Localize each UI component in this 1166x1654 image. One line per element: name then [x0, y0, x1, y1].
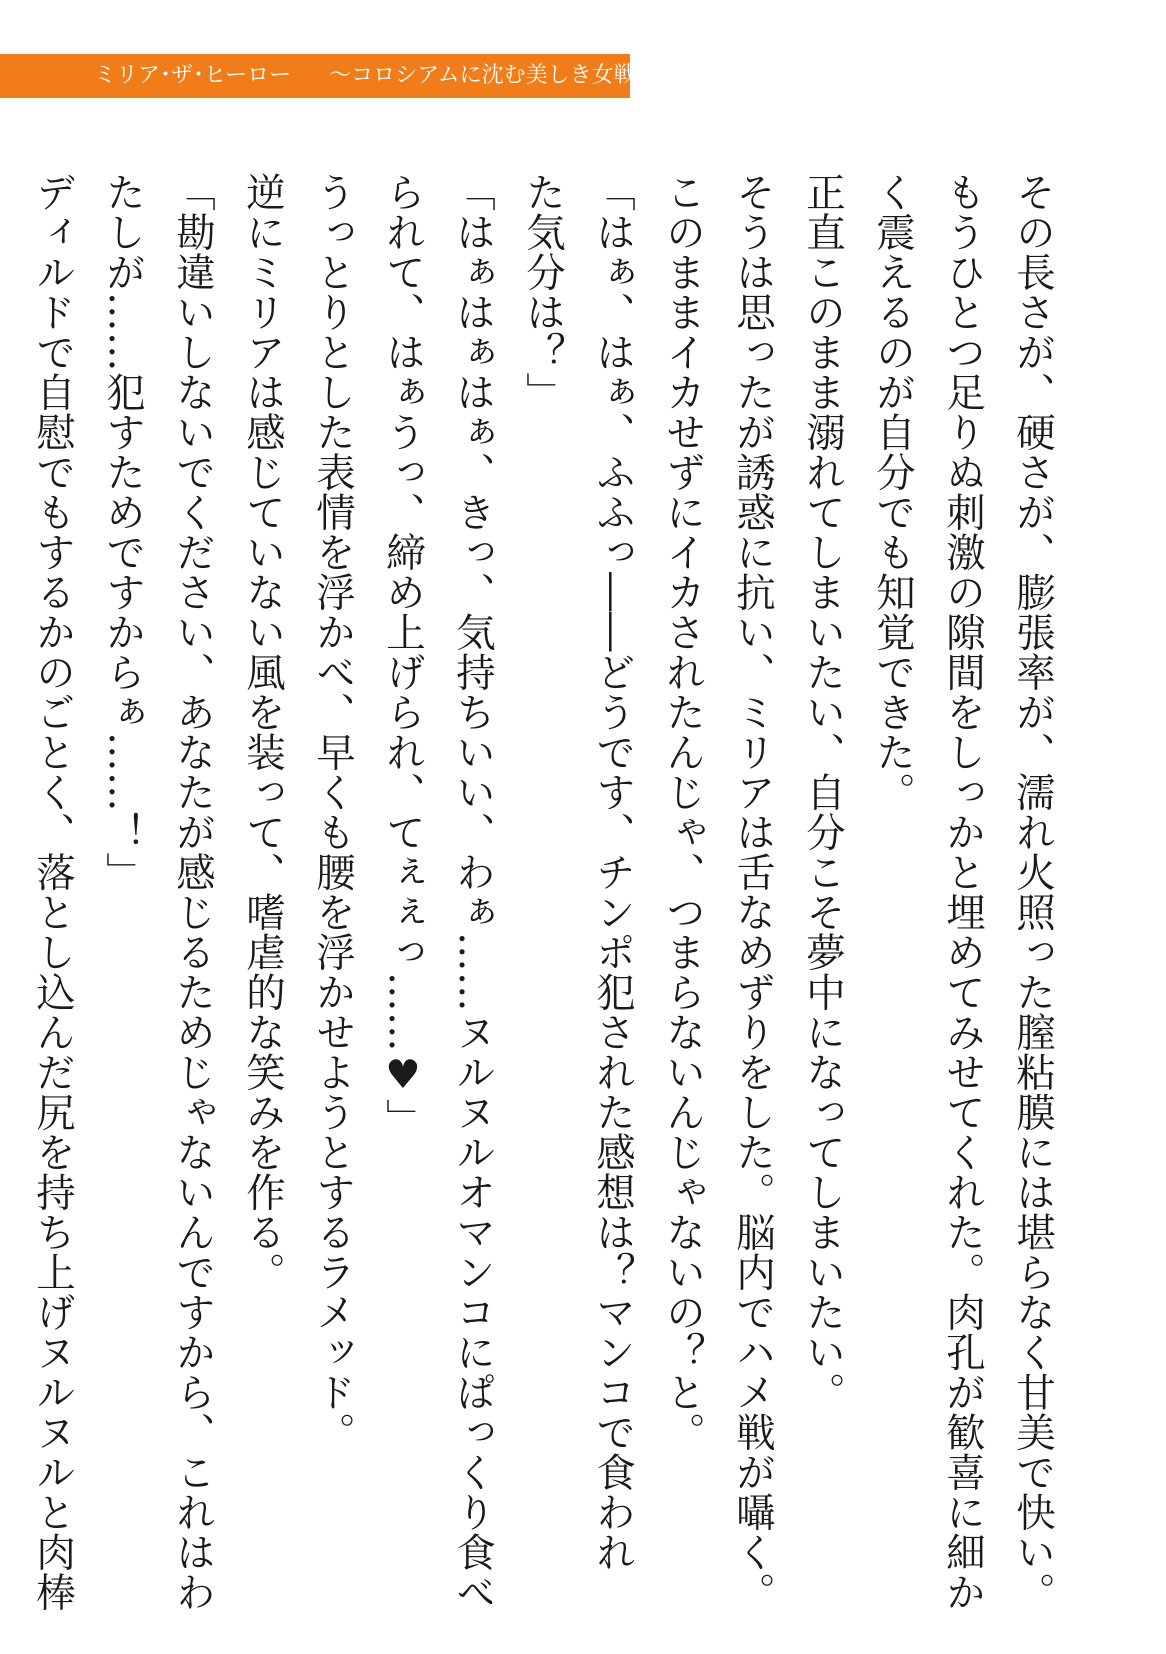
text-line: 正直このまま溺れてしまいたい、自分こそ夢中になってしまいたい。 [800, 172, 846, 1412]
text-line: うっとりとした表情を浮かべ、早くも腰を浮かせようとするラメッド。 [310, 172, 356, 1452]
running-header-text [94, 54, 724, 98]
running-header [0, 54, 724, 98]
text-line: た気分は？」 [520, 172, 566, 412]
text-line: その長さが、硬さが、膨張率が、濡れ火照った膣粘膜には堪らなく甘美で快い。 [1010, 172, 1056, 1612]
text-line: たしが……犯すためですからぁ……！」 [100, 172, 146, 892]
text-line: 逆にミリアは感じていない風を装って、嗜虐的な笑みを作る。 [240, 172, 286, 1292]
book-subtitle: ～コロシアムに沈む美しき女戦士たち～ [329, 63, 724, 88]
text-line: もうひとつ足りぬ刺激の隙間をしっかと埋めてみせてくれた。肉孔が歓喜に細か [940, 172, 986, 1612]
vertical-body-text [18, 172, 1068, 1612]
text-line: このままイカせずにイカされたんじゃ、つまらないんじゃないの？と。 [660, 172, 706, 1452]
text-line: 「はぁ、はぁ、ふふっ――どうです、チンポ犯された感想は？マンコで食われ [590, 172, 636, 1572]
text-line: そうは思ったが誘惑に抗い、ミリアは舌なめずりをした。脳内でハメ戦が囁く。 [730, 172, 776, 1612]
text-line: く震えるのが自分でも知覚できた。 [870, 172, 916, 812]
text-line: ディルドで自慰でもするかのごとく、落とし込んだ尻を持ち上げヌルヌルと肉棒 [30, 172, 76, 1612]
book-title: ミリア･ザ･ヒーロー [94, 63, 292, 88]
text-line: 「はぁはぁはぁ、きっ、気持ちいい、わぁ……ヌルヌルオマンコにぱっくり食べ [450, 172, 496, 1612]
text-line: 「勘違いしないでください、あなたが感じるためじゃないんですから、これはわ [170, 172, 216, 1612]
text-line: られて、はぁうっ、締め上げられ、てぇぇっ……♥」 [380, 172, 426, 1139]
